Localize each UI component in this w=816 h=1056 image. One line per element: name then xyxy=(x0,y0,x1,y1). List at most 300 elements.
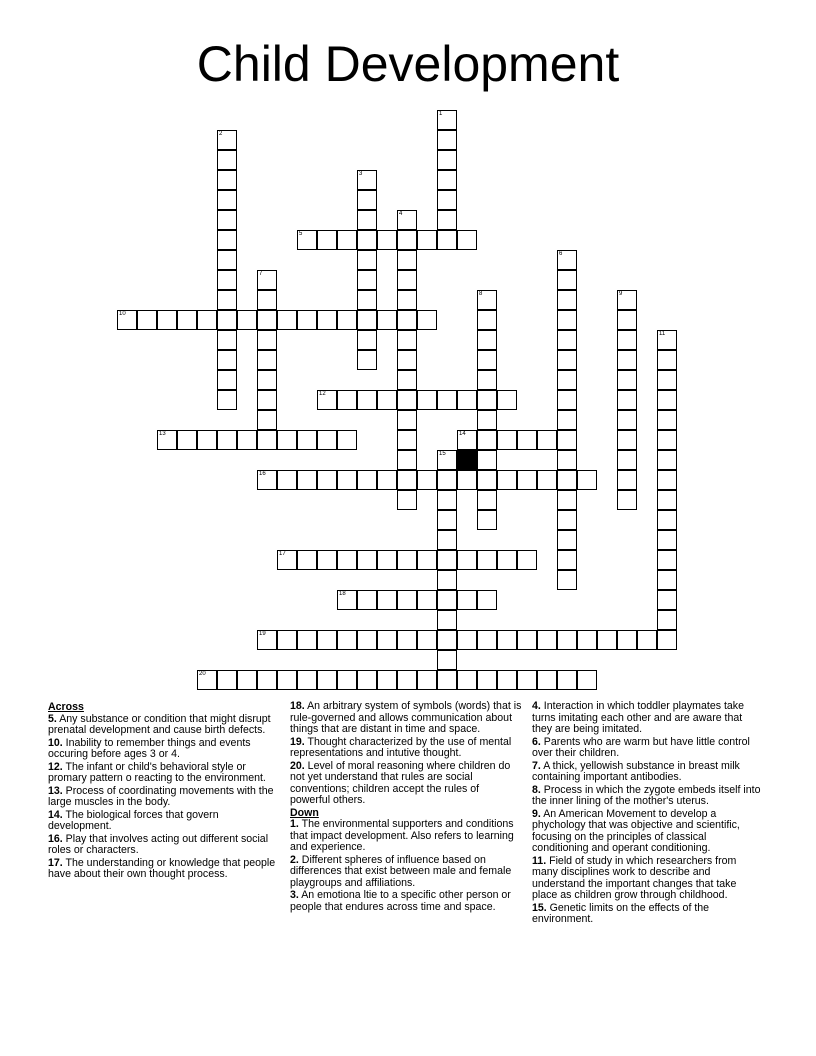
clue-item-text: An arbitrary system of symbols (words) that is rule-governed and allows communication about things that are distant in time and space. xyxy=(290,700,522,735)
grid-cell[interactable] xyxy=(537,470,557,490)
grid-cell[interactable] xyxy=(357,550,377,570)
grid-cell[interactable] xyxy=(217,190,237,210)
grid-cell[interactable] xyxy=(357,590,377,610)
grid-cell[interactable] xyxy=(597,630,617,650)
grid-cell[interactable] xyxy=(477,390,497,410)
grid-cell[interactable] xyxy=(237,670,257,690)
grid-cell[interactable] xyxy=(557,410,577,430)
grid-cell[interactable] xyxy=(397,590,417,610)
grid-cell[interactable] xyxy=(437,230,457,250)
grid-cell[interactable] xyxy=(337,590,357,610)
clue-item xyxy=(290,761,522,807)
down-clue-list-continued xyxy=(532,701,764,926)
clue-item-text: The biological forces that govern development. xyxy=(48,808,219,832)
grid-cell[interactable] xyxy=(437,170,457,190)
grid-cell[interactable] xyxy=(437,590,457,610)
grid-cell[interactable] xyxy=(357,470,377,490)
grid-cell[interactable] xyxy=(357,310,377,330)
clue-number: 12 xyxy=(319,391,326,397)
grid-cell[interactable] xyxy=(517,550,537,570)
grid-cell[interactable] xyxy=(377,550,397,570)
grid-cell[interactable] xyxy=(377,630,397,650)
grid-cell[interactable] xyxy=(657,410,677,430)
grid-cell[interactable] xyxy=(397,430,417,450)
clue-number: 5 xyxy=(299,231,303,237)
grid-cell[interactable] xyxy=(557,530,577,550)
clue-number: 15 xyxy=(439,451,446,457)
grid-cell[interactable] xyxy=(657,550,677,570)
grid-cell[interactable] xyxy=(217,210,237,230)
grid-cell[interactable] xyxy=(257,410,277,430)
grid-cell[interactable] xyxy=(277,630,297,650)
grid-cell[interactable] xyxy=(377,230,397,250)
grid-cell[interactable] xyxy=(617,390,637,410)
clue-number: 11 xyxy=(659,331,666,337)
grid-cell[interactable] xyxy=(557,290,577,310)
grid-cell[interactable] xyxy=(657,470,677,490)
clue-item-text: Level of moral reasoning where children do not yet understand that rules are social conventions; children accept the rules of powerful others. xyxy=(290,759,511,806)
grid-cell[interactable] xyxy=(637,630,657,650)
grid-cell[interactable] xyxy=(617,350,637,370)
clue-number: 10 xyxy=(119,311,126,317)
clue-number: 20 xyxy=(199,671,206,677)
grid-cell[interactable] xyxy=(397,230,417,250)
grid-cell[interactable] xyxy=(477,550,497,570)
grid-cell[interactable] xyxy=(137,310,157,330)
grid-cell[interactable] xyxy=(577,470,597,490)
grid-cell[interactable] xyxy=(437,210,457,230)
grid-cell[interactable] xyxy=(457,630,477,650)
grid-cell[interactable] xyxy=(437,550,457,570)
grid-cell[interactable] xyxy=(557,670,577,690)
grid-cell[interactable] xyxy=(277,550,297,570)
clue-item-number: 9. xyxy=(532,807,541,820)
grid-cell[interactable] xyxy=(257,390,277,410)
grid-cell[interactable] xyxy=(297,630,317,650)
grid-cell[interactable] xyxy=(157,430,177,450)
grid-cell[interactable] xyxy=(217,390,237,410)
grid-cell[interactable] xyxy=(277,310,297,330)
grid-cell[interactable] xyxy=(397,630,417,650)
clue-number: 3 xyxy=(359,171,363,177)
grid-cell[interactable] xyxy=(437,470,457,490)
clue-item-number: 4. xyxy=(532,700,541,712)
grid-cell[interactable] xyxy=(557,490,577,510)
grid-cell[interactable] xyxy=(537,670,557,690)
clue-item xyxy=(48,738,280,761)
grid-cell[interactable] xyxy=(357,230,377,250)
grid-cell[interactable] xyxy=(257,310,277,330)
grid-cell[interactable] xyxy=(477,370,497,390)
grid-cell[interactable] xyxy=(557,330,577,350)
clue-item xyxy=(290,701,522,736)
grid-cell[interactable] xyxy=(357,190,377,210)
clue-item-text: The understanding or knowledge that people have about their own thought process. xyxy=(48,856,276,880)
grid-cell[interactable] xyxy=(377,470,397,490)
grid-cell[interactable] xyxy=(577,630,597,650)
clue-item xyxy=(48,810,280,833)
clue-item-number: 8. xyxy=(532,783,541,796)
clue-item-number: 19. xyxy=(290,735,305,748)
grid-cell[interactable] xyxy=(437,670,457,690)
grid-cell[interactable] xyxy=(337,430,357,450)
grid-cell[interactable] xyxy=(337,670,357,690)
grid-cell[interactable] xyxy=(437,390,457,410)
clue-item xyxy=(48,834,280,857)
grid-cell[interactable] xyxy=(377,390,397,410)
grid-cell[interactable] xyxy=(357,210,377,230)
grid-cell[interactable] xyxy=(517,430,537,450)
grid-cell[interactable] xyxy=(217,310,237,330)
grid-cell[interactable] xyxy=(337,630,357,650)
grid-cell[interactable] xyxy=(557,450,577,470)
clue-item xyxy=(48,762,280,785)
clue-item-text: Process in which the zygote embeds itself into the inner lining of the mother's uterus. xyxy=(532,783,761,807)
grid-cell[interactable] xyxy=(217,270,237,290)
grid-cell[interactable] xyxy=(317,230,337,250)
grid-cell[interactable] xyxy=(437,630,457,650)
grid-cell[interactable] xyxy=(477,410,497,430)
grid-cell[interactable] xyxy=(537,430,557,450)
clue-number: 8 xyxy=(479,291,483,297)
grid-cell[interactable] xyxy=(357,270,377,290)
clue-item xyxy=(532,737,764,760)
grid-cell[interactable] xyxy=(457,390,477,410)
grid-cell[interactable] xyxy=(477,350,497,370)
grid-cell[interactable] xyxy=(657,630,677,650)
grid-cell[interactable] xyxy=(377,670,397,690)
grid-cell[interactable] xyxy=(257,630,277,650)
clue-item-number: 13. xyxy=(48,784,63,797)
grid-cell[interactable] xyxy=(397,330,417,350)
grid-cell[interactable] xyxy=(657,570,677,590)
grid-cell[interactable] xyxy=(617,430,637,450)
grid-cell[interactable] xyxy=(397,290,417,310)
grid-cell[interactable] xyxy=(417,550,437,570)
grid-cell[interactable] xyxy=(317,670,337,690)
grid-cell[interactable] xyxy=(397,270,417,290)
grid-cell[interactable] xyxy=(297,670,317,690)
grid-cell[interactable] xyxy=(557,470,577,490)
clue-item xyxy=(532,903,764,926)
grid-cell[interactable] xyxy=(317,550,337,570)
grid-cell[interactable] xyxy=(437,510,457,530)
grid-cell[interactable] xyxy=(217,170,237,190)
grid-cell[interactable] xyxy=(437,570,457,590)
grid-cell[interactable] xyxy=(297,230,317,250)
grid-cell[interactable] xyxy=(377,310,397,330)
grid-cell[interactable] xyxy=(397,310,417,330)
grid-cell[interactable] xyxy=(617,450,637,470)
grid-cell[interactable] xyxy=(437,110,457,130)
grid-cell[interactable] xyxy=(617,310,637,330)
clue-item-number: 14. xyxy=(48,808,63,821)
grid-cell[interactable] xyxy=(397,470,417,490)
clues-column-3 xyxy=(532,701,764,927)
grid-cell[interactable] xyxy=(477,450,497,470)
clue-item xyxy=(290,855,522,890)
grid-cell[interactable] xyxy=(397,450,417,470)
grid-cell[interactable] xyxy=(617,290,637,310)
clue-item xyxy=(290,737,522,760)
clue-number: 16 xyxy=(259,471,266,477)
grid-cell[interactable] xyxy=(437,150,457,170)
grid-cell[interactable] xyxy=(537,630,557,650)
grid-cell[interactable] xyxy=(417,470,437,490)
grid-cell[interactable] xyxy=(257,370,277,390)
grid-cell[interactable] xyxy=(297,430,317,450)
clues-column-2 xyxy=(290,701,522,914)
grid-cell[interactable] xyxy=(617,330,637,350)
grid-cell[interactable] xyxy=(457,430,477,450)
grid-cell[interactable] xyxy=(477,490,497,510)
grid-cell[interactable] xyxy=(217,230,237,250)
grid-cell[interactable] xyxy=(617,410,637,430)
grid-cell[interactable] xyxy=(557,370,577,390)
grid-cell[interactable] xyxy=(237,430,257,450)
grid-cell[interactable] xyxy=(497,670,517,690)
grid-cell[interactable] xyxy=(657,390,677,410)
grid-cell[interactable] xyxy=(357,330,377,350)
clue-number: 4 xyxy=(399,211,403,217)
grid-cell[interactable] xyxy=(397,210,417,230)
grid-cell[interactable] xyxy=(397,410,417,430)
grid-cell[interactable] xyxy=(517,670,537,690)
grid-cell[interactable] xyxy=(417,590,437,610)
grid-cell[interactable] xyxy=(657,430,677,450)
grid-cell[interactable] xyxy=(357,350,377,370)
grid-cell[interactable] xyxy=(177,310,197,330)
grid-cell[interactable] xyxy=(557,270,577,290)
clue-item-number: 1. xyxy=(290,818,299,830)
grid-cell[interactable] xyxy=(117,310,137,330)
clue-item-text: Genetic limits on the effects of the environment. xyxy=(532,901,710,925)
grid-cell[interactable] xyxy=(237,310,257,330)
grid-cell[interactable] xyxy=(357,390,377,410)
clue-number: 17 xyxy=(279,551,286,557)
grid-cell[interactable] xyxy=(417,230,437,250)
grid-cell[interactable] xyxy=(417,310,437,330)
grid-cell[interactable] xyxy=(657,610,677,630)
clue-item xyxy=(532,856,764,902)
grid-cell[interactable] xyxy=(417,630,437,650)
across-clue-list-continued xyxy=(290,701,522,807)
clue-item-text: An American Movement to develop a phychology that was objective and scientific, focusing on the principles of classical conditioning and operant conditioning. xyxy=(532,807,740,854)
grid-cell[interactable] xyxy=(477,330,497,350)
grid-cell[interactable] xyxy=(657,510,677,530)
grid-cell[interactable] xyxy=(217,670,237,690)
grid-cell[interactable] xyxy=(197,670,217,690)
clue-item xyxy=(532,785,764,808)
grid-cell[interactable] xyxy=(217,130,237,150)
grid-cell[interactable] xyxy=(557,250,577,270)
clue-item-number: 6. xyxy=(532,735,541,748)
grid-cell[interactable] xyxy=(457,230,477,250)
grid-cell[interactable] xyxy=(217,370,237,390)
grid-cell[interactable] xyxy=(657,490,677,510)
grid-cell[interactable] xyxy=(277,470,297,490)
grid-cell[interactable] xyxy=(557,550,577,570)
clue-item xyxy=(48,714,280,737)
grid-cell[interactable] xyxy=(437,610,457,630)
clue-number: 18 xyxy=(339,591,346,597)
grid-cell[interactable] xyxy=(217,330,237,350)
grid-cell[interactable] xyxy=(397,490,417,510)
down-header: Down xyxy=(290,806,319,819)
grid-cell[interactable] xyxy=(257,470,277,490)
grid-cell[interactable] xyxy=(617,370,637,390)
grid-cell[interactable] xyxy=(517,470,537,490)
grid-cell[interactable] xyxy=(277,430,297,450)
grid-cell[interactable] xyxy=(657,590,677,610)
grid-cell[interactable] xyxy=(557,630,577,650)
grid-cell[interactable] xyxy=(337,390,357,410)
clue-item-number: 12. xyxy=(48,760,63,773)
grid-cell[interactable] xyxy=(437,490,457,510)
grid-cell[interactable] xyxy=(257,290,277,310)
grid-cell[interactable] xyxy=(217,250,237,270)
grid-cell[interactable] xyxy=(557,310,577,330)
grid-cell[interactable] xyxy=(477,430,497,450)
clue-item xyxy=(532,761,764,784)
grid-cell[interactable] xyxy=(397,670,417,690)
grid-cell[interactable] xyxy=(477,470,497,490)
grid-cell[interactable] xyxy=(317,310,337,330)
grid-cell[interactable] xyxy=(317,630,337,650)
grid-cell[interactable] xyxy=(257,430,277,450)
grid-cell[interactable] xyxy=(577,670,597,690)
clue-number: 14 xyxy=(459,431,466,437)
grid-cell[interactable] xyxy=(437,450,457,470)
grid-cell[interactable] xyxy=(497,470,517,490)
grid-cell[interactable] xyxy=(397,370,417,390)
grid-cell[interactable] xyxy=(617,490,637,510)
clue-item-text: Interaction in which toddler playmates take turns imitating each other and are aware that they are being imitated. xyxy=(532,700,744,735)
clue-item-number: 10. xyxy=(48,736,63,749)
clue-item-number: 7. xyxy=(532,759,541,772)
grid-cell[interactable] xyxy=(197,430,217,450)
grid-cell[interactable] xyxy=(557,430,577,450)
grid-cell[interactable] xyxy=(337,230,357,250)
grid-cell[interactable] xyxy=(457,670,477,690)
grid-cell[interactable] xyxy=(477,510,497,530)
grid-cell[interactable] xyxy=(417,670,437,690)
grid-cell[interactable] xyxy=(557,390,577,410)
grid-cell[interactable] xyxy=(257,270,277,290)
grid-cell[interactable] xyxy=(397,250,417,270)
grid-cell[interactable] xyxy=(557,570,577,590)
grid-cell[interactable] xyxy=(217,150,237,170)
grid-cell[interactable] xyxy=(297,310,317,330)
across-header: Across xyxy=(48,701,84,713)
grid-cell[interactable] xyxy=(297,470,317,490)
grid-cell[interactable] xyxy=(437,530,457,550)
grid-cell[interactable] xyxy=(457,590,477,610)
grid-cell[interactable] xyxy=(617,470,637,490)
grid-cell[interactable] xyxy=(217,430,237,450)
grid-cell[interactable] xyxy=(157,310,177,330)
clue-item-text: Field of study in which researchers from many disciplines work to describe and understand the important changes that take place as children grow through childhood. xyxy=(532,854,737,901)
grid-cell[interactable] xyxy=(417,390,437,410)
grid-cell[interactable] xyxy=(657,450,677,470)
grid-cell[interactable] xyxy=(357,250,377,270)
grid-cell[interactable] xyxy=(477,630,497,650)
clue-item-number: 18. xyxy=(290,700,305,712)
grid-cell[interactable] xyxy=(437,130,457,150)
grid-cell[interactable] xyxy=(177,430,197,450)
grid-cell[interactable] xyxy=(397,350,417,370)
clue-item-text: A thick, yellowish substance in breast milk containing important antibodies. xyxy=(532,759,740,783)
clue-item xyxy=(532,809,764,855)
clue-item-text: The infant or child's behavioral style or promary pattern o reacting to the environment. xyxy=(48,760,266,784)
grid-cell[interactable] xyxy=(457,550,477,570)
grid-cell[interactable] xyxy=(657,350,677,370)
grid-cell[interactable] xyxy=(397,390,417,410)
grid-cell[interactable] xyxy=(257,330,277,350)
grid-cell[interactable] xyxy=(377,590,397,610)
grid-cell[interactable] xyxy=(217,350,237,370)
grid-cell[interactable] xyxy=(337,550,357,570)
grid-cell[interactable] xyxy=(437,650,457,670)
grid-cell[interactable] xyxy=(337,470,357,490)
grid-cell[interactable] xyxy=(397,550,417,570)
grid-cell[interactable] xyxy=(657,530,677,550)
clue-item-text: Any substance or condition that might disrupt prenatal development and cause birth defects. xyxy=(48,712,271,736)
grid-cell[interactable] xyxy=(477,290,497,310)
grid-cell[interactable] xyxy=(357,290,377,310)
clue-number: 7 xyxy=(259,271,263,277)
grid-cell[interactable] xyxy=(277,670,297,690)
clue-item-number: 11. xyxy=(532,854,547,867)
grid-cell[interactable] xyxy=(477,590,497,610)
grid-cell[interactable] xyxy=(657,370,677,390)
grid-cell[interactable] xyxy=(257,350,277,370)
clue-item xyxy=(290,890,522,913)
grid-cell[interactable] xyxy=(437,190,457,210)
grid-cell[interactable] xyxy=(497,390,517,410)
grid-cell[interactable] xyxy=(457,470,477,490)
grid-cell[interactable] xyxy=(197,310,217,330)
grid-cell[interactable] xyxy=(617,630,637,650)
grid-cell[interactable] xyxy=(317,470,337,490)
grid-cell[interactable] xyxy=(317,430,337,450)
grid-cell[interactable] xyxy=(297,550,317,570)
clue-item-number: 3. xyxy=(290,889,299,901)
grid-cell[interactable] xyxy=(477,670,497,690)
grid-cell[interactable] xyxy=(557,510,577,530)
clue-item-number: 20. xyxy=(290,759,305,772)
clue-item-text: Thought characterized by the use of mental representations and intutive thought. xyxy=(290,735,512,759)
grid-cell[interactable] xyxy=(497,550,517,570)
clue-item-number: 17. xyxy=(48,856,63,869)
grid-cell[interactable] xyxy=(517,630,537,650)
grid-cell[interactable] xyxy=(657,330,677,350)
grid-cell[interactable] xyxy=(357,670,377,690)
clue-number: 19 xyxy=(259,631,266,637)
grid-cell[interactable] xyxy=(557,350,577,370)
grid-cell[interactable] xyxy=(477,310,497,330)
grid-cell[interactable] xyxy=(497,430,517,450)
clue-item-number: 2. xyxy=(290,853,299,866)
grid-cell[interactable] xyxy=(317,390,337,410)
grid-cell[interactable] xyxy=(217,290,237,310)
grid-cell[interactable] xyxy=(357,630,377,650)
grid-cell[interactable] xyxy=(257,670,277,690)
grid-cell[interactable] xyxy=(497,630,517,650)
clue-item xyxy=(48,858,280,881)
grid-cell[interactable] xyxy=(337,310,357,330)
grid-cell[interactable] xyxy=(357,170,377,190)
